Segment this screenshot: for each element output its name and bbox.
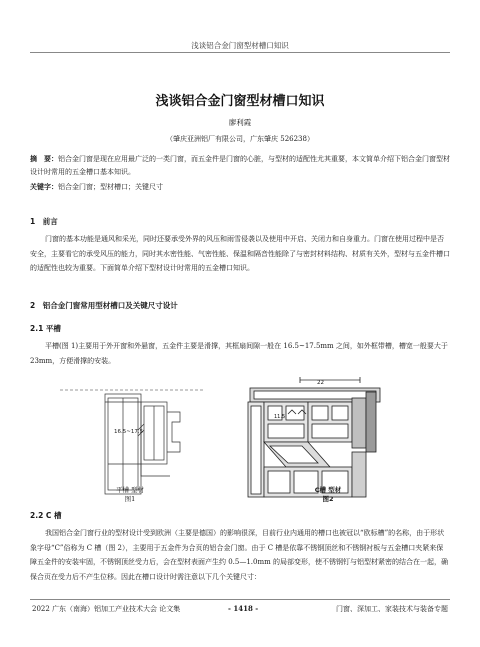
keywords-text: 铝合金门窗；型材槽口；关键尺寸 xyxy=(58,183,163,191)
header-rule xyxy=(30,52,450,53)
keywords-label: 关键字： xyxy=(30,183,58,191)
figure-1-dimension: 16.5~17.5 xyxy=(114,429,144,435)
section-2-1-heading: 2.1 平槽 xyxy=(30,324,61,333)
figure-2-caption-line2: 图2 xyxy=(322,495,334,503)
figure-2-caption-line1: C槽 型材 xyxy=(314,486,342,494)
figure-2-dimension-top: 22 xyxy=(317,380,324,386)
section-1-text: 门窗的基本功能是通风和采光，同时还要承受外界的风压和雨雪侵袭以及使用中开启、关闭力和自身重力。门窗在使用过程中是否安全，主要看它的承受风压的能力，同时其水密性能、气密性能、保温和隔音性能除了与密封材料结构、材质有关外，型材与五金件槽口的适配性也较为重要。下面简单介绍下型材设计时常用的五金槽口知识。 xyxy=(30,235,450,272)
figure-1-caption xyxy=(80,485,180,503)
figure-1-caption-line2: 图1 xyxy=(124,495,136,503)
footer-right: 门窗、深加工、家装技术与装备专题 xyxy=(336,605,448,613)
paper-title: 浅谈铝合金门窗型材槽口知识 xyxy=(155,94,325,109)
section-1-heading: 1 前言 xyxy=(30,217,58,226)
figure-2-caption xyxy=(278,485,378,503)
affiliation: （肇庆亚洲铝厂有限公司，广东肇庆 526238） xyxy=(166,135,314,143)
page-number: - 1418 - xyxy=(228,604,259,613)
figure-1-caption-line1: 平槽 型材 xyxy=(115,486,145,494)
section-2-heading: 2 铝合金门窗常用型材槽口及关键尺寸设计 xyxy=(30,301,178,310)
abstract xyxy=(30,153,450,179)
footer-rule xyxy=(30,599,450,600)
abstract-label: 摘 要： xyxy=(30,155,58,163)
keywords xyxy=(30,182,450,192)
running-header: 浅谈铝合金门窗型材槽口知识 xyxy=(191,41,289,50)
section-2-2-text: 我国铝合金门窗行业的型材设计受到欧洲（主要是德国）的影响很深，目前行业内通用的槽口也被冠以“欧标槽”的名称，由于形状象字母“C”俗称为 C 槽（图 2），主要用于五金件为合页的铝合金门窗。由于 C 槽是依靠不锈钢顶丝和不锈钢衬板与五金槽口夹紧来保障五金件的安装牢固，不锈钢顶丝受力后，会在型材表面产生约 0.5—1.0mm 的局部变形，使不锈钢钉与铝型材紧密的结合在一起，确保合页在受力后不产生位移。因此在槽口设计时需注意以下几个关键尺寸： xyxy=(30,529,448,581)
section-2-1-text: 平槽(图 1)主要用于外开窗和外悬窗，五金件主要是滑撑，其框扇间隙一般在 16.5~17.5mm 之间，如外框带槽，槽宽一般要大于 23mm，方便滑撑的安装。 xyxy=(30,342,448,365)
section-2-2-heading: 2.2 C 槽 xyxy=(30,511,62,520)
figure-2-dimension-side: 11.5 xyxy=(274,414,286,420)
figure-1-drawing xyxy=(60,390,205,494)
figure-2-drawing xyxy=(248,377,380,497)
footer-left: 2022 广东（南海）铝加工产业技术大会 论文集 xyxy=(32,605,181,613)
abstract-text: 铝合金门窗是现在应用最广泛的一类门窗，而五金件是门窗的心脏，与型材的适配性尤其重要，本文简单介绍下铝合金门窗型材设计时常用的五金槽口基本知识。 xyxy=(30,155,450,176)
author-name: 廖利霞 xyxy=(228,118,252,127)
